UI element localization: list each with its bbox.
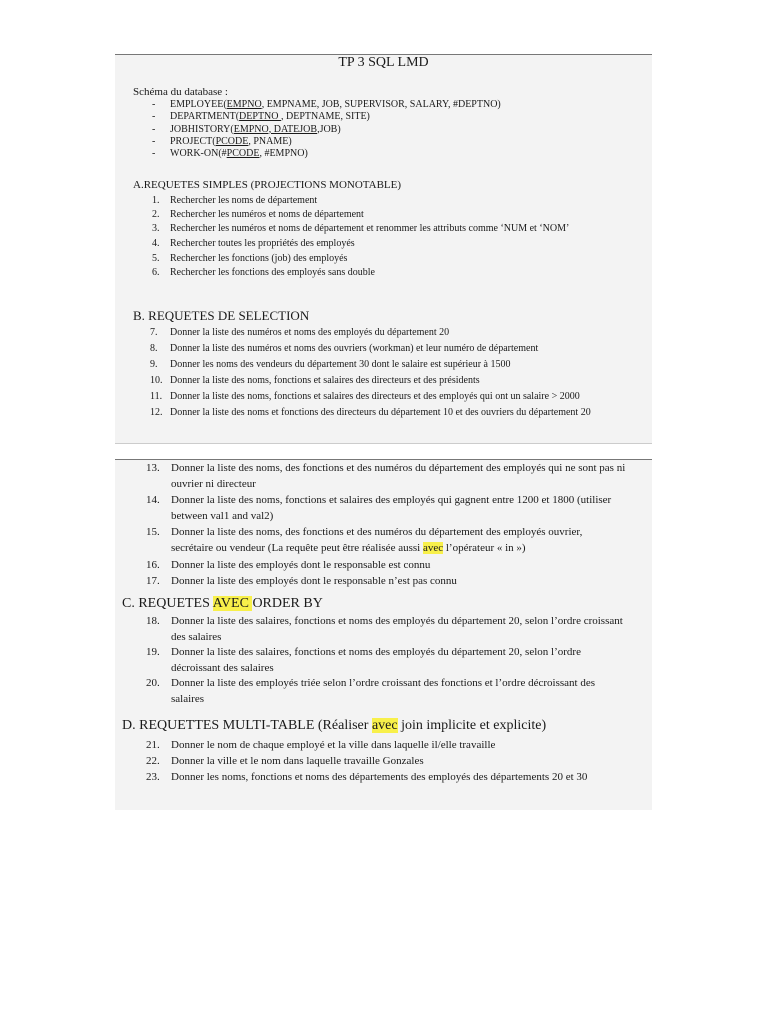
page-break-rule-1: [115, 443, 652, 444]
list-item: 11. Donner la liste des noms, fonctions et salaires des directeurs et des employés qui ont un salaire > 2000: [150, 391, 580, 403]
schema-heading: Schéma du database :: [133, 86, 228, 98]
list-item: 23. Donner les noms, fonctions et noms des départements des employés des départements 20 et 30: [146, 771, 588, 783]
list-item: 10. Donner la liste des noms, fonctions et salaires des directeurs et des présidents: [150, 375, 480, 387]
section-a-list: [152, 194, 622, 280]
list-item: 3. Rechercher les numéros et noms de département et renommer les attributs comme ‘NUM et ‘NOM’: [152, 223, 570, 235]
list-item: 1. Rechercher les noms de département: [152, 195, 318, 206]
document-title: TP 3 SQL LMD: [338, 55, 429, 70]
section-b-list: [150, 326, 620, 423]
list-item: 8. Donner la liste des numéros et noms des ouvriers (workman) et leur numéro de département: [150, 343, 539, 355]
list-item: 2. Rechercher les numéros et noms de département: [152, 209, 364, 221]
highlight: avec: [371, 718, 398, 733]
list-item: 9. Donner les noms des vendeurs du département 30 dont le salaire est supérieur à 1500: [150, 359, 511, 371]
list-item: 18. Donner la liste des salaires, fonctions et noms des employés du département 20, selon l’ordre croissant des salaires: [146, 615, 623, 643]
list-item: 4. Rechercher toutes les propriétés des employés: [152, 238, 355, 250]
schema-table: - DEPARTMENT(DEPTNO , DEPTNAME, SITE): [152, 111, 501, 123]
list-item: 6. Rechercher les fonctions des employés sans double: [152, 266, 375, 278]
list-item: 5. Rechercher les fonctions (job) des employés: [152, 252, 348, 264]
list-item: 7. Donner la liste des numéros et noms des employés du département 20: [150, 327, 450, 338]
section-c-title: C. REQUETES AVEC ORDER BY: [122, 596, 323, 611]
list-item: 20. Donner la liste des employés triée selon l’ordre croissant des fonctions et l’ordre décroissant des salaires: [146, 677, 595, 705]
highlight: AVEC: [212, 596, 253, 611]
list-item: 15. Donner la liste des noms, des fonctions et des numéros du département des employés ouvrier, secrétaire ou vendeur (La requête peut être réalisée aussi avec l’opérateur « in »): [146, 526, 583, 555]
schema-table: - JOBHISTORY(EMPNO, DATEJOB,JOB): [152, 124, 501, 136]
list-item: 14. Donner la liste des noms, fonctions et salaires des employés qui gagnent entre 1200 et 1800 (utiliser between val1 and val2): [146, 494, 612, 523]
list-item: 22. Donner la ville et le nom dans laquelle travaille Gonzales: [146, 755, 424, 767]
schema-list: [152, 99, 501, 160]
section-d-title: D. REQUETTES MULTI-TABLE (Réaliser avec join implicite et explicite): [122, 718, 547, 733]
section-c-list: [146, 614, 626, 708]
section-d-list: [146, 737, 626, 785]
list-item: 17. Donner la liste des employés dont le responsable n’est pas connu: [146, 574, 457, 587]
schema-table: - WORK-ON(#PCODE, #EMPNO): [152, 148, 501, 160]
list-item: 12. Donner la liste des noms et fonctions des directeurs du département 10 et des ouvriers du département 20: [150, 407, 591, 419]
list-item: 13. Donner la liste des noms, des fonctions et des numéros du département des employés qui ne sont pas ni ouvrier ni directeur: [146, 462, 626, 491]
list-item: 16. Donner la liste des employés dont le responsable est connu: [146, 558, 431, 571]
section-b-title: B. REQUETES DE SELECTION: [133, 308, 310, 323]
list-item: 21. Donner le nom de chaque employé et la ville dans laquelle il/elle travaille: [146, 739, 496, 751]
section-b-continued-list: [146, 460, 626, 589]
schema-table: - EMPLOYEE(EMPNO, EMPNAME, JOB, SUPERVISOR, SALARY, #DEPTNO): [152, 99, 501, 111]
section-a-title: A.REQUETES SIMPLES (PROJECTIONS MONOTABLE): [133, 179, 402, 191]
highlight: avec: [422, 542, 444, 555]
list-item: 19. Donner la liste des salaires, fonctions et noms des employés du département 20, selon l’ordre décroissant des salaires: [146, 646, 581, 674]
schema-table: - PROJECT(PCODE, PNAME): [152, 136, 501, 148]
